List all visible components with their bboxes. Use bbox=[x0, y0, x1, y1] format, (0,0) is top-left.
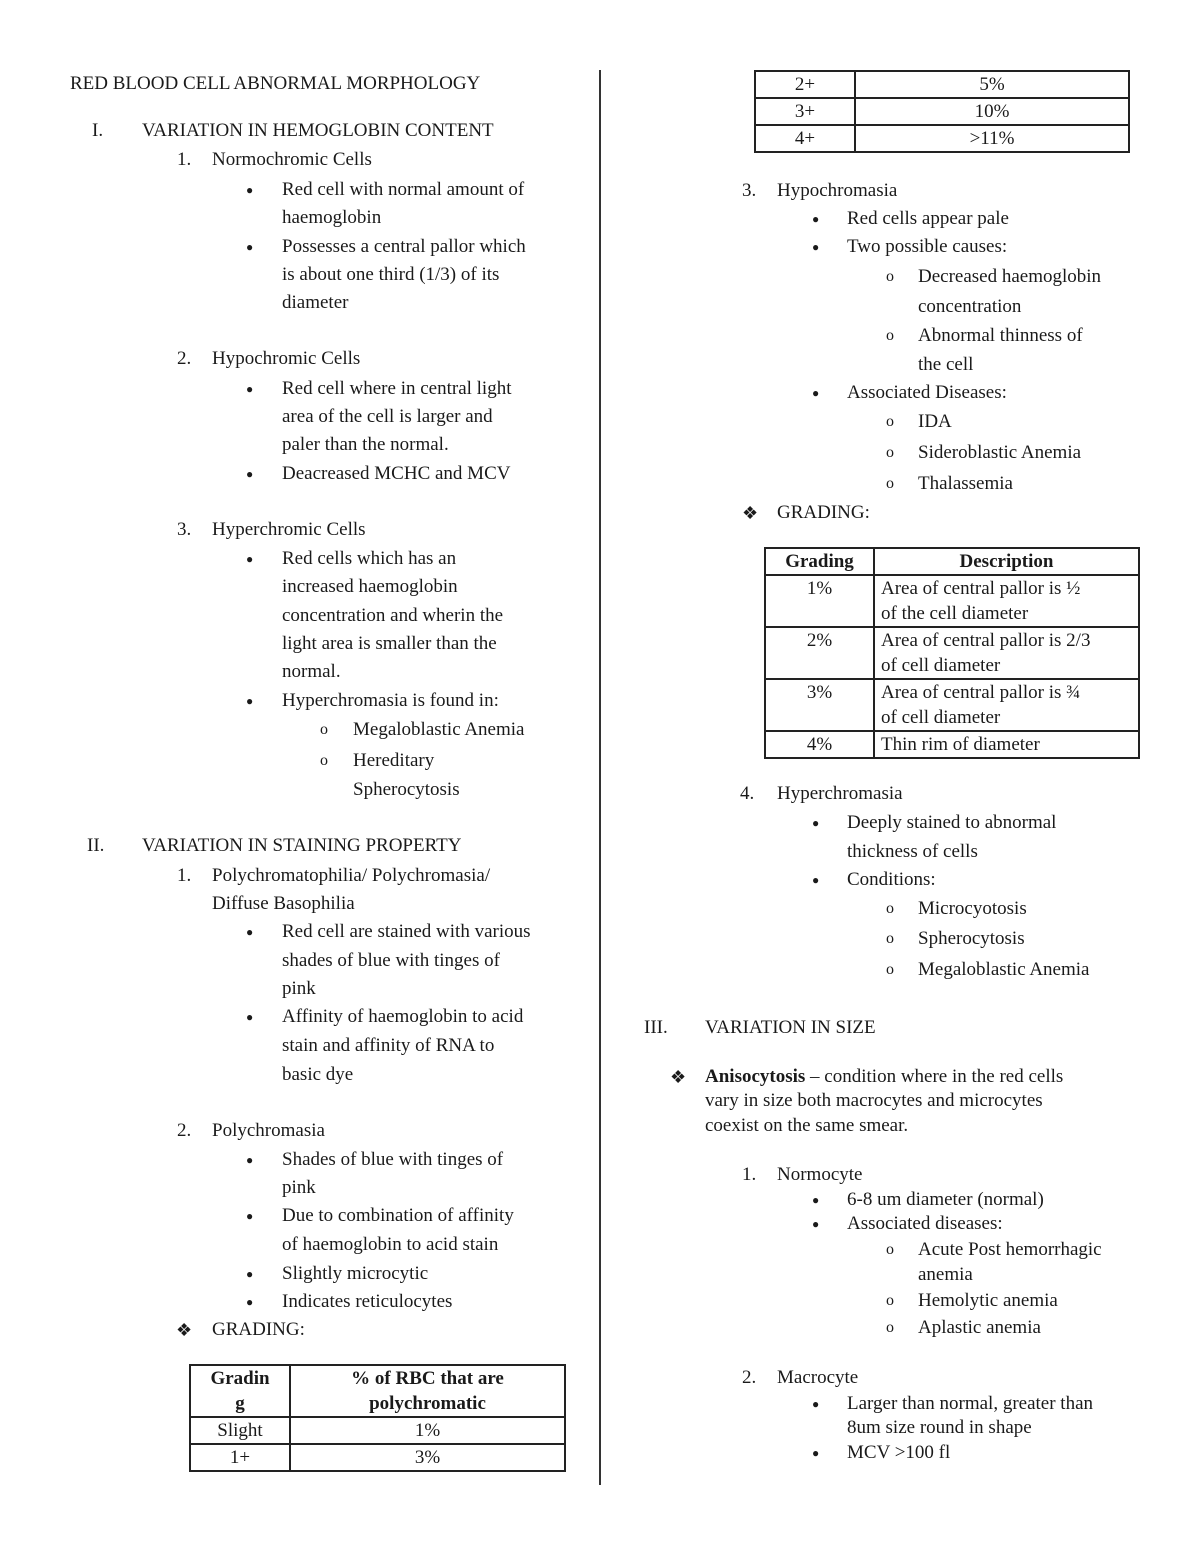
item-number: 4. bbox=[740, 783, 755, 804]
bullet-icon: ● bbox=[246, 467, 254, 481]
bullet-text: MCV >100 fl bbox=[847, 1442, 951, 1463]
table-row: 1% Area of central pallor is ½ of the cell diameter bbox=[765, 575, 1139, 627]
anisocytosis-definition: Anisocytosis – condition where in the red cells bbox=[705, 1066, 1064, 1087]
bullet-text: basic dye bbox=[282, 1064, 354, 1085]
sub-bullet-text: Spherocytosis bbox=[353, 779, 460, 800]
item-number: 2. bbox=[177, 1120, 192, 1141]
bullet-text: normal. bbox=[282, 661, 341, 682]
bullet-text: 8um size round in shape bbox=[847, 1417, 1032, 1438]
polychromasia-grading-table-continued bbox=[754, 70, 1130, 153]
bullet-icon: ● bbox=[246, 694, 254, 708]
bullet-icon: ● bbox=[246, 1295, 254, 1309]
item-number: 2. bbox=[742, 1367, 757, 1388]
polychromasia-grading-table bbox=[189, 1364, 566, 1472]
item-title: Hyperchromasia bbox=[777, 783, 903, 804]
table-row: 4+ >11% bbox=[755, 125, 1129, 152]
bullet-text: paler than the normal. bbox=[282, 434, 449, 455]
bullet-text: Possesses a central pallor which bbox=[282, 236, 526, 257]
sub-bullet-text: Abnormal thinness of bbox=[918, 325, 1083, 346]
bullet-icon: ● bbox=[812, 386, 820, 400]
hypochromasia-grading-table bbox=[764, 547, 1140, 759]
item-title: Polychromasia bbox=[212, 1120, 325, 1141]
bullet-text: Two possible causes: bbox=[847, 236, 1008, 257]
bullet-text: Deeply stained to abnormal bbox=[847, 812, 1057, 833]
item-number: 2. bbox=[177, 348, 192, 369]
sub-bullet-text: Decreased haemoglobin bbox=[918, 266, 1102, 287]
bullet-icon: ● bbox=[246, 1010, 254, 1024]
bullet-text: concentration and wherin the bbox=[282, 605, 504, 626]
item-title: Hypochromasia bbox=[777, 180, 898, 201]
item-title: Normochromic Cells bbox=[212, 149, 372, 170]
item-title: Macrocyte bbox=[777, 1367, 859, 1388]
bullet-text: stain and affinity of RNA to bbox=[282, 1035, 495, 1056]
bullet-text: shades of blue with tinges of bbox=[282, 950, 500, 971]
bullet-icon: ● bbox=[812, 1217, 820, 1231]
bullet-icon: ● bbox=[246, 1209, 254, 1223]
grading-label: GRADING: bbox=[212, 1319, 305, 1340]
bullet-text: Affinity of haemoglobin to acid bbox=[282, 1006, 524, 1027]
bullet-text: Red cell where in central light bbox=[282, 378, 512, 399]
item-title: Normocyte bbox=[777, 1164, 863, 1185]
sub-bullet-text: Thalassemia bbox=[918, 473, 1013, 494]
bullet-text: diameter bbox=[282, 292, 349, 313]
sub-bullet-text: Megaloblastic Anemia bbox=[353, 719, 525, 740]
section-number: II. bbox=[87, 835, 105, 856]
sub-bullet-text: Sideroblastic Anemia bbox=[918, 442, 1082, 463]
bullet-text: Deacreased MCHC and MCV bbox=[282, 463, 511, 484]
bullet-text: Shades of blue with tinges of bbox=[282, 1149, 504, 1170]
bullet-text: increased haemoglobin bbox=[282, 576, 458, 597]
bullet-icon: ● bbox=[246, 240, 254, 254]
sub-bullet-icon: o bbox=[886, 930, 894, 947]
bullet-icon: ● bbox=[812, 1193, 820, 1207]
sub-bullet-icon: o bbox=[320, 752, 328, 769]
bullet-text: Indicates reticulocytes bbox=[282, 1291, 453, 1312]
table-header: Gradin g bbox=[190, 1365, 290, 1417]
anisocytosis-definition: coexist on the same smear. bbox=[705, 1115, 909, 1136]
bullet-text: Slightly microcytic bbox=[282, 1263, 429, 1284]
table-row: 3% Area of central pallor is ¾ of cell diameter bbox=[765, 679, 1139, 731]
sub-bullet-icon: o bbox=[886, 444, 894, 461]
bullet-icon: ● bbox=[812, 873, 820, 887]
bullet-text: Conditions: bbox=[847, 869, 936, 890]
section-heading: VARIATION IN HEMOGLOBIN CONTENT bbox=[142, 120, 494, 141]
table-row: 1+ 3% bbox=[190, 1444, 565, 1471]
diamond-bullet-icon: ❖ bbox=[670, 1067, 687, 1087]
bullet-icon: ● bbox=[246, 183, 254, 197]
sub-bullet-text: Hereditary bbox=[353, 750, 435, 771]
sub-bullet-text: IDA bbox=[918, 411, 952, 432]
bullet-text: Larger than normal, greater than bbox=[847, 1393, 1094, 1414]
bullet-icon: ● bbox=[246, 1153, 254, 1167]
bullet-text: thickness of cells bbox=[847, 841, 978, 862]
bullet-text: 6-8 um diameter (normal) bbox=[847, 1189, 1044, 1210]
diamond-bullet-icon: ❖ bbox=[176, 1320, 193, 1340]
sub-bullet-text: anemia bbox=[918, 1264, 973, 1285]
item-title: Hypochromic Cells bbox=[212, 348, 361, 369]
bullet-text: Red cells which has an bbox=[282, 548, 457, 569]
table-row: 3+ 10% bbox=[755, 98, 1129, 125]
item-number: 3. bbox=[742, 180, 757, 201]
table-header: Description bbox=[874, 548, 1139, 575]
diamond-bullet-icon: ❖ bbox=[742, 503, 759, 523]
bullet-icon: ● bbox=[812, 240, 820, 254]
table-row: 4% Thin rim of diameter bbox=[765, 731, 1139, 758]
table-header: % of RBC that are polychromatic bbox=[290, 1365, 565, 1417]
bullet-text: Red cells appear pale bbox=[847, 208, 1009, 229]
sub-bullet-text: concentration bbox=[918, 296, 1022, 317]
table-row: 2% Area of central pallor is 2/3 of cell diameter bbox=[765, 627, 1139, 679]
bullet-icon: ● bbox=[812, 1446, 820, 1460]
sub-bullet-icon: o bbox=[886, 961, 894, 978]
bullet-icon: ● bbox=[812, 212, 820, 226]
item-number: 3. bbox=[177, 519, 192, 540]
item-number: 1. bbox=[177, 149, 192, 170]
bullet-text: Hyperchromasia is found in: bbox=[282, 690, 499, 711]
section-heading: VARIATION IN STAINING PROPERTY bbox=[142, 835, 462, 856]
bullet-text: Red cell are stained with various bbox=[282, 921, 531, 942]
column-divider bbox=[599, 70, 601, 1485]
sub-bullet-icon: o bbox=[886, 1319, 894, 1336]
item-number: 1. bbox=[742, 1164, 757, 1185]
sub-bullet-icon: o bbox=[886, 1292, 894, 1309]
sub-bullet-icon: o bbox=[886, 900, 894, 917]
bullet-icon: ● bbox=[812, 816, 820, 830]
sub-bullet-text: Aplastic anemia bbox=[918, 1317, 1041, 1338]
sub-bullet-text: Microcyotosis bbox=[918, 898, 1027, 919]
bullet-text: Associated Diseases: bbox=[847, 382, 1007, 403]
table-row: Slight 1% bbox=[190, 1417, 565, 1444]
bullet-text: Associated diseases: bbox=[847, 1213, 1003, 1234]
bullet-text: Red cell with normal amount of bbox=[282, 179, 525, 200]
bullet-icon: ● bbox=[246, 382, 254, 396]
section-heading: VARIATION IN SIZE bbox=[705, 1017, 876, 1038]
sub-bullet-icon: o bbox=[886, 327, 894, 344]
page-title: RED BLOOD CELL ABNORMAL MORPHOLOGY bbox=[70, 73, 481, 94]
sub-bullet-icon: o bbox=[886, 1241, 894, 1258]
sub-bullet-text: Spherocytosis bbox=[918, 928, 1025, 949]
bullet-text: light area is smaller than the bbox=[282, 633, 497, 654]
anisocytosis-definition: vary in size both macrocytes and microcytes bbox=[705, 1090, 1043, 1111]
bullet-text: pink bbox=[282, 978, 316, 999]
bullet-icon: ● bbox=[246, 552, 254, 566]
sub-bullet-text: Hemolytic anemia bbox=[918, 1290, 1058, 1311]
item-title: Diffuse Basophilia bbox=[212, 893, 355, 914]
sub-bullet-text: Megaloblastic Anemia bbox=[918, 959, 1090, 980]
sub-bullet-icon: o bbox=[886, 475, 894, 492]
sub-bullet-text: the cell bbox=[918, 354, 974, 375]
bullet-icon: ● bbox=[246, 1267, 254, 1281]
bullet-text: of haemoglobin to acid stain bbox=[282, 1234, 499, 1255]
bullet-text: is about one third (1/3) of its bbox=[282, 264, 500, 285]
table-row: 2+ 5% bbox=[755, 71, 1129, 98]
bullet-icon: ● bbox=[246, 925, 254, 939]
bullet-text: haemoglobin bbox=[282, 207, 382, 228]
sub-bullet-text: Acute Post hemorrhagic bbox=[918, 1239, 1102, 1260]
section-number: I. bbox=[92, 120, 104, 141]
sub-bullet-icon: o bbox=[886, 413, 894, 430]
item-title: Hyperchromic Cells bbox=[212, 519, 366, 540]
item-number: 1. bbox=[177, 865, 192, 886]
sub-bullet-icon: o bbox=[886, 268, 894, 285]
grading-label: GRADING: bbox=[777, 502, 870, 523]
section-number: III. bbox=[644, 1017, 668, 1038]
sub-bullet-icon: o bbox=[320, 721, 328, 738]
bullet-text: pink bbox=[282, 1177, 316, 1198]
bullet-text: Due to combination of affinity bbox=[282, 1205, 514, 1226]
item-title: Polychromatophilia/ Polychromasia/ bbox=[212, 865, 491, 886]
bullet-icon: ● bbox=[812, 1397, 820, 1411]
bullet-text: area of the cell is larger and bbox=[282, 406, 493, 427]
table-header: Grading bbox=[765, 548, 874, 575]
